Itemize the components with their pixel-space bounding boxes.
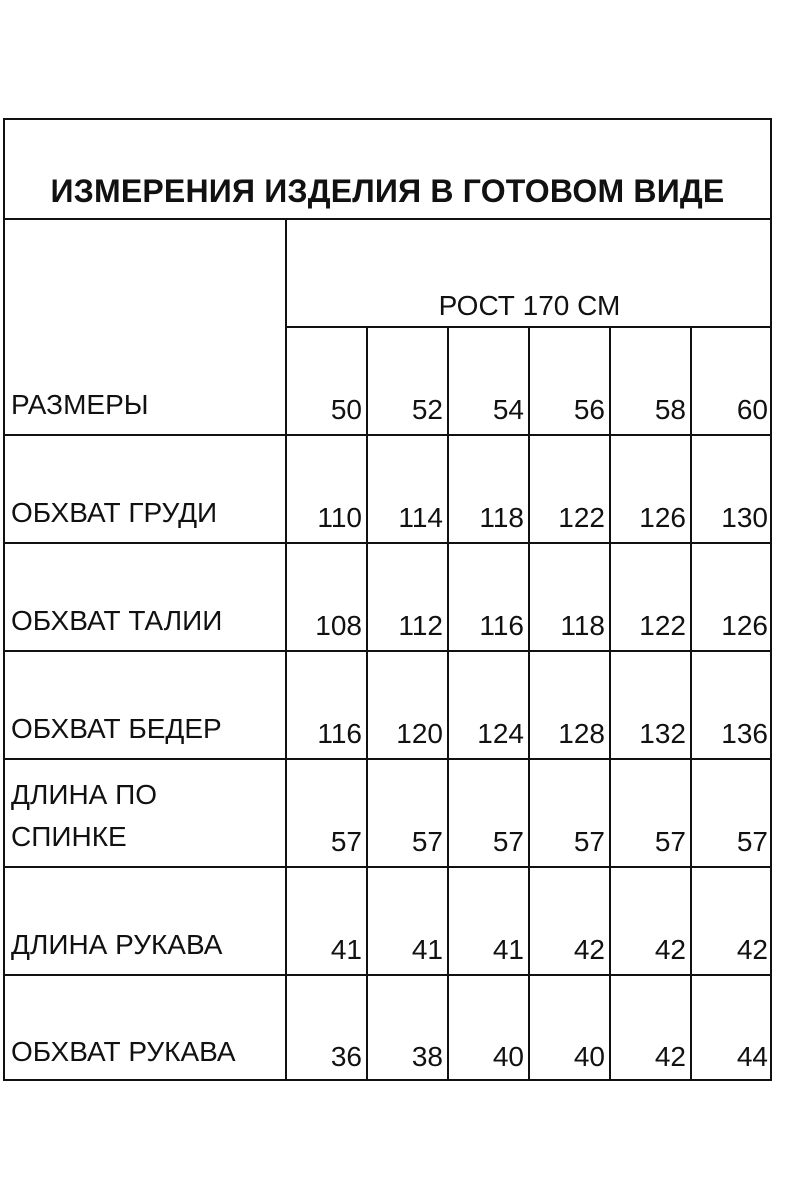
row-label: ОБХВАТ ТАЛИИ [11,605,223,636]
table-cell: 124 [447,652,528,758]
table-cell: 114 [366,436,447,542]
table-cell: 52 [366,328,447,434]
table-cell: 118 [528,544,609,650]
table-cell: 57 [690,760,772,866]
height-header: РОСТ 170 СМ [285,220,772,328]
table-cell: 40 [447,976,528,1081]
table-cell: 116 [447,544,528,650]
table-cell: 116 [285,652,366,758]
table-cell: 128 [528,652,609,758]
table-cell: 54 [447,328,528,434]
table-cell: 112 [366,544,447,650]
table-cell: 42 [528,868,609,974]
table-cell: 38 [366,976,447,1081]
table-cell: 41 [447,868,528,974]
table-cell: 122 [609,544,690,650]
row-label: ОБХВАТ ГРУДИ [11,497,218,528]
table-cell: 130 [690,436,772,542]
table-row-sizes [5,328,770,436]
table-cell: 108 [285,544,366,650]
table-cell: 120 [366,652,447,758]
table-cell: 136 [690,652,772,758]
table-row-waist [5,544,770,652]
table-cell: 41 [285,868,366,974]
table-cell: 58 [609,328,690,434]
table-row-chest [5,436,770,544]
table-cell: 57 [528,760,609,866]
table-cell: 57 [609,760,690,866]
table-row-hips [5,652,770,760]
table-cell: 126 [609,436,690,542]
table-cell: 50 [285,328,366,434]
table-cell: 126 [690,544,772,650]
table-cell: 42 [609,976,690,1081]
table-cell: 42 [609,868,690,974]
table-cell: 122 [528,436,609,542]
table-title: ИЗМЕРЕНИЯ ИЗДЕЛИЯ В ГОТОВОМ ВИДЕ [5,120,770,220]
row-label: ДЛИНА ПО СПИНКЕ [11,779,158,852]
table-cell: 56 [528,328,609,434]
table-cell: 41 [366,868,447,974]
table-cell: 118 [447,436,528,542]
row-label: ОБХВАТ БЕДЕР [11,713,222,744]
table-cell: 36 [285,976,366,1081]
table-cell: 42 [690,868,772,974]
table-cell: 44 [690,976,772,1081]
size-chart-table [3,118,772,1081]
row-label: РАЗМЕРЫ [11,389,149,420]
table-cell: 110 [285,436,366,542]
table-cell: 40 [528,976,609,1081]
table-row-sleeve-length [5,868,770,976]
table-cell: 60 [690,328,772,434]
table-cell: 57 [285,760,366,866]
row-label: ДЛИНА РУКАВА [11,929,223,960]
table-cell: 132 [609,652,690,758]
row-label: ОБХВАТ РУКАВА [11,1036,236,1067]
table-cell: 57 [447,760,528,866]
table-cell: 57 [366,760,447,866]
table-row-back-length [5,760,770,868]
table-row-sleeve-width [5,976,770,1081]
